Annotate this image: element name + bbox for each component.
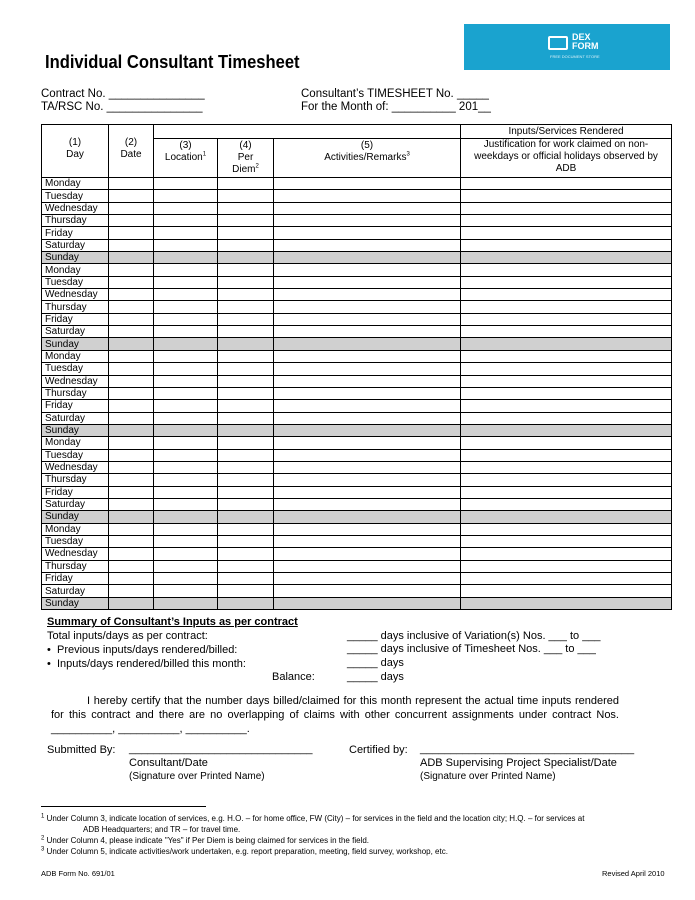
table-row: [42, 523, 672, 535]
day-cell: Thursday: [42, 560, 109, 572]
day-cell: Saturday: [42, 326, 109, 338]
date-cell[interactable]: [109, 573, 154, 585]
date-cell[interactable]: [109, 239, 154, 251]
activities-cell[interactable]: [274, 535, 461, 547]
location-cell[interactable]: [154, 252, 218, 264]
table-row: [42, 239, 672, 251]
table-row: [42, 424, 672, 436]
justification-cell[interactable]: [461, 363, 672, 375]
day-cell: Friday: [42, 400, 109, 412]
table-row: [42, 474, 672, 486]
table-row: [42, 511, 672, 523]
location-cell[interactable]: [154, 449, 218, 461]
per-diem-cell[interactable]: [218, 560, 274, 572]
date-cell[interactable]: [109, 338, 154, 350]
date-cell[interactable]: [109, 535, 154, 547]
table-row: [42, 338, 672, 350]
day-cell: Saturday: [42, 239, 109, 251]
day-cell: Monday: [42, 437, 109, 449]
this-month-inputs-label: • Inputs/days rendered/billed this month:: [47, 658, 246, 670]
table-row: [42, 227, 672, 239]
per-diem-cell[interactable]: [218, 350, 274, 362]
table-row: [42, 437, 672, 449]
activities-cell[interactable]: [274, 350, 461, 362]
justification-cell[interactable]: [461, 437, 672, 449]
table-row: [42, 449, 672, 461]
day-cell: Sunday: [42, 338, 109, 350]
location-cell[interactable]: [154, 178, 218, 190]
per-diem-cell[interactable]: [218, 178, 274, 190]
per-diem-cell[interactable]: [218, 474, 274, 486]
footnote-3: $^3$ Under Column 5, indicate activities/work undertaken, e.g. report preparation, meeting, field survey, workshop, etc.: [41, 846, 448, 856]
date-cell[interactable]: [109, 375, 154, 387]
table-row: [42, 573, 672, 585]
location-cell[interactable]: [154, 350, 218, 362]
justification-cell[interactable]: [461, 301, 672, 313]
per-diem-cell[interactable]: [218, 264, 274, 276]
per-diem-cell[interactable]: [218, 437, 274, 449]
activities-cell[interactable]: [274, 326, 461, 338]
activities-cell[interactable]: [274, 523, 461, 535]
date-cell[interactable]: [109, 560, 154, 572]
day-cell: Tuesday: [42, 535, 109, 547]
activities-cell[interactable]: [274, 511, 461, 523]
day-cell: Thursday: [42, 387, 109, 399]
day-cell: Sunday: [42, 424, 109, 436]
justification-cell[interactable]: [461, 350, 672, 362]
activities-cell[interactable]: [274, 239, 461, 251]
certification-statement: I hereby certify that the number days billed/claimed for this month represent the actual time inputs rendered for this contract and there are no overlapping of claims with other concurrent assignments under contract Nos. __________, __________, __________.: [51, 695, 619, 735]
day-cell: Friday: [42, 573, 109, 585]
table-row: [42, 301, 672, 313]
submitted-by-signature-line[interactable]: ______________________________: [129, 743, 313, 755]
justification-cell[interactable]: [461, 548, 672, 560]
activities-cell[interactable]: [274, 560, 461, 572]
location-cell[interactable]: [154, 424, 218, 436]
day-cell: Monday: [42, 264, 109, 276]
col-location-header: (3) Location$^1$: [154, 139, 218, 178]
activities-cell[interactable]: [274, 585, 461, 597]
activities-cell[interactable]: [274, 400, 461, 412]
previous-inputs-label: • Previous inputs/days rendered/billed:: [47, 644, 238, 656]
per-diem-cell[interactable]: [218, 276, 274, 288]
date-cell[interactable]: [109, 252, 154, 264]
per-diem-cell[interactable]: [218, 326, 274, 338]
location-cell[interactable]: [154, 560, 218, 572]
day-cell: Wednesday: [42, 461, 109, 473]
activities-cell[interactable]: [274, 363, 461, 375]
per-diem-cell[interactable]: [218, 511, 274, 523]
day-cell: Wednesday: [42, 375, 109, 387]
location-cell[interactable]: [154, 412, 218, 424]
day-cell: Monday: [42, 178, 109, 190]
justification-cell[interactable]: [461, 289, 672, 301]
per-diem-cell[interactable]: [218, 375, 274, 387]
consultant-signature-note: (Signature over Printed Name): [129, 771, 265, 782]
per-diem-cell[interactable]: [218, 486, 274, 498]
table-row: [42, 276, 672, 288]
per-diem-cell[interactable]: [218, 585, 274, 597]
table-row: [42, 350, 672, 362]
activities-cell[interactable]: [274, 264, 461, 276]
justification-cell[interactable]: [461, 511, 672, 523]
day-cell: Sunday: [42, 597, 109, 609]
balance-label: Balance:: [272, 671, 315, 683]
previous-inputs-field[interactable]: _____ days inclusive of Timesheet Nos. ___ to ___: [347, 643, 596, 655]
activities-cell[interactable]: [274, 375, 461, 387]
per-diem-cell[interactable]: [218, 461, 274, 473]
justification-cell[interactable]: [461, 227, 672, 239]
location-cell[interactable]: [154, 326, 218, 338]
justification-cell[interactable]: [461, 313, 672, 325]
table-row: [42, 178, 672, 190]
per-diem-cell[interactable]: [218, 363, 274, 375]
per-diem-cell[interactable]: [218, 190, 274, 202]
location-cell[interactable]: [154, 375, 218, 387]
table-row: [42, 313, 672, 325]
activities-cell[interactable]: [274, 461, 461, 473]
date-cell[interactable]: [109, 227, 154, 239]
location-cell[interactable]: [154, 486, 218, 498]
activities-cell[interactable]: [274, 437, 461, 449]
per-diem-cell[interactable]: [218, 523, 274, 535]
month-of-field[interactable]: For the Month of: __________ 201__: [301, 101, 491, 113]
date-cell[interactable]: [109, 190, 154, 202]
location-cell[interactable]: [154, 227, 218, 239]
location-cell[interactable]: [154, 387, 218, 399]
location-cell[interactable]: [154, 573, 218, 585]
date-cell[interactable]: [109, 412, 154, 424]
activities-cell[interactable]: [274, 387, 461, 399]
day-cell: Friday: [42, 486, 109, 498]
logo-brand: DEX FORM: [572, 32, 599, 51]
per-diem-cell[interactable]: [218, 412, 274, 424]
justification-cell[interactable]: [461, 560, 672, 572]
justification-cell[interactable]: [461, 424, 672, 436]
justification-cell[interactable]: [461, 326, 672, 338]
justification-cell[interactable]: [461, 597, 672, 609]
date-cell[interactable]: [109, 498, 154, 510]
justification-cell[interactable]: [461, 400, 672, 412]
location-cell[interactable]: [154, 338, 218, 350]
per-diem-cell[interactable]: [218, 289, 274, 301]
per-diem-cell[interactable]: [218, 424, 274, 436]
table-row: [42, 326, 672, 338]
location-cell[interactable]: [154, 190, 218, 202]
justification-cell[interactable]: [461, 412, 672, 424]
location-cell[interactable]: [154, 437, 218, 449]
table-row: [42, 498, 672, 510]
activities-cell[interactable]: [274, 301, 461, 313]
dexform-logo: [464, 24, 670, 70]
day-cell: Friday: [42, 227, 109, 239]
activities-cell[interactable]: [274, 190, 461, 202]
day-cell: Saturday: [42, 412, 109, 424]
location-cell[interactable]: [154, 511, 218, 523]
activities-cell[interactable]: [274, 338, 461, 350]
activities-cell[interactable]: [274, 498, 461, 510]
justification-cell[interactable]: [461, 573, 672, 585]
table-row: [42, 412, 672, 424]
date-cell[interactable]: [109, 350, 154, 362]
table-row: [42, 461, 672, 473]
date-cell[interactable]: [109, 326, 154, 338]
location-cell[interactable]: [154, 548, 218, 560]
table-row: [42, 202, 672, 214]
activities-cell[interactable]: [274, 313, 461, 325]
consultant-date-label: Consultant/Date: [129, 757, 208, 769]
date-cell[interactable]: [109, 548, 154, 560]
day-cell: Sunday: [42, 252, 109, 264]
location-cell[interactable]: [154, 301, 218, 313]
justification-cell[interactable]: [461, 190, 672, 202]
footnote-1: $^1$ Under Column 3, indicate location of services, e.g. H.O. – for home office, FW (City) – for services in the field and the location city; H.Q. – for services at ADB Headquarters; and TR – for travel time.: [41, 813, 585, 834]
date-cell[interactable]: [109, 202, 154, 214]
day-cell: Thursday: [42, 301, 109, 313]
date-cell[interactable]: [109, 511, 154, 523]
day-cell: Tuesday: [42, 276, 109, 288]
justification-cell[interactable]: [461, 276, 672, 288]
per-diem-cell[interactable]: [218, 227, 274, 239]
activities-cell[interactable]: [274, 178, 461, 190]
day-cell: Saturday: [42, 585, 109, 597]
location-cell[interactable]: [154, 400, 218, 412]
specialist-date-label: ADB Supervising Project Specialist/Date: [420, 757, 617, 769]
per-diem-cell[interactable]: [218, 498, 274, 510]
justification-cell[interactable]: [461, 264, 672, 276]
day-cell: Sunday: [42, 511, 109, 523]
day-cell: Wednesday: [42, 202, 109, 214]
per-diem-cell[interactable]: [218, 535, 274, 547]
footnote-2: $^2$ Under Column 4, please indicate "Yes" if Per Diem is being claimed for services in the field.: [41, 835, 369, 845]
logo-tagline: FREE DOCUMENT STORE: [550, 54, 600, 59]
date-cell[interactable]: [109, 585, 154, 597]
per-diem-cell[interactable]: [218, 573, 274, 585]
per-diem-cell[interactable]: [218, 597, 274, 609]
summary-title: Summary of Consultant’s Inputs as per contract: [47, 616, 298, 628]
date-cell[interactable]: [109, 264, 154, 276]
col-justification-header: Justification for work claimed on non-weekdays or official holidays observed by ADB: [461, 139, 672, 178]
justification-cell[interactable]: [461, 498, 672, 510]
date-cell[interactable]: [109, 424, 154, 436]
location-cell[interactable]: [154, 202, 218, 214]
document-stack-icon: [548, 36, 568, 50]
total-inputs-label: Total inputs/days as per contract:: [47, 630, 208, 642]
day-cell: Tuesday: [42, 363, 109, 375]
per-diem-cell[interactable]: [218, 400, 274, 412]
location-cell[interactable]: [154, 461, 218, 473]
date-cell[interactable]: [109, 437, 154, 449]
justification-cell[interactable]: [461, 585, 672, 597]
date-cell[interactable]: [109, 597, 154, 609]
day-cell: Wednesday: [42, 548, 109, 560]
justification-cell[interactable]: [461, 215, 672, 227]
activities-cell[interactable]: [274, 412, 461, 424]
per-diem-cell[interactable]: [218, 387, 274, 399]
table-row: [42, 535, 672, 547]
date-cell[interactable]: [109, 363, 154, 375]
date-cell[interactable]: [109, 449, 154, 461]
per-diem-cell[interactable]: [218, 449, 274, 461]
justification-cell[interactable]: [461, 252, 672, 264]
location-cell[interactable]: [154, 276, 218, 288]
activities-cell[interactable]: [274, 474, 461, 486]
justification-cell[interactable]: [461, 461, 672, 473]
day-cell: Monday: [42, 350, 109, 362]
location-cell[interactable]: [154, 498, 218, 510]
per-diem-cell[interactable]: [218, 239, 274, 251]
activities-cell[interactable]: [274, 597, 461, 609]
contract-no-field[interactable]: Contract No. _______________: [41, 88, 205, 100]
date-cell[interactable]: [109, 400, 154, 412]
table-row: [42, 363, 672, 375]
table-row: [42, 597, 672, 609]
justification-cell[interactable]: [461, 202, 672, 214]
justification-cell[interactable]: [461, 523, 672, 535]
day-cell: Saturday: [42, 498, 109, 510]
activities-cell[interactable]: [274, 289, 461, 301]
per-diem-cell[interactable]: [218, 338, 274, 350]
ta-rsc-no-field[interactable]: TA/RSC No. _______________: [41, 101, 203, 113]
day-cell: Wednesday: [42, 289, 109, 301]
revision-date: Revised April 2010: [602, 869, 665, 878]
this-month-inputs-field[interactable]: _____ days: [347, 657, 404, 669]
justification-cell[interactable]: [461, 535, 672, 547]
activities-cell[interactable]: [274, 424, 461, 436]
date-cell[interactable]: [109, 301, 154, 313]
col-activities-header: (5) Activities/Remarks$^3$: [274, 139, 461, 178]
table-row: [42, 190, 672, 202]
table-row: [42, 560, 672, 572]
per-diem-cell[interactable]: [218, 215, 274, 227]
bullet: •: [47, 644, 51, 656]
date-cell[interactable]: [109, 461, 154, 473]
per-diem-cell[interactable]: [218, 548, 274, 560]
certified-by-signature-line[interactable]: ___________________________________: [420, 743, 635, 755]
table-row: [42, 387, 672, 399]
day-cell: Thursday: [42, 215, 109, 227]
day-cell: Tuesday: [42, 190, 109, 202]
timesheet-body: [42, 178, 672, 610]
location-cell[interactable]: [154, 585, 218, 597]
table-row: [42, 252, 672, 264]
justification-cell[interactable]: [461, 375, 672, 387]
col-day-header: (1) Day: [42, 125, 109, 178]
activities-cell[interactable]: [274, 548, 461, 560]
location-cell[interactable]: [154, 597, 218, 609]
table-row: [42, 486, 672, 498]
date-cell[interactable]: [109, 276, 154, 288]
activities-cell[interactable]: [274, 215, 461, 227]
submitted-by-label: Submitted By:: [47, 744, 116, 756]
activities-cell[interactable]: [274, 276, 461, 288]
per-diem-cell[interactable]: [218, 313, 274, 325]
justification-cell[interactable]: [461, 178, 672, 190]
activities-cell[interactable]: [274, 202, 461, 214]
date-cell[interactable]: [109, 486, 154, 498]
table-row: [42, 548, 672, 560]
col-date-header: (2) Date: [109, 125, 154, 178]
justification-cell[interactable]: [461, 239, 672, 251]
date-cell[interactable]: [109, 313, 154, 325]
date-cell[interactable]: [109, 474, 154, 486]
day-cell: Tuesday: [42, 449, 109, 461]
timesheet-no-field[interactable]: Consultant’s TIMESHEET No. _____: [301, 88, 489, 100]
location-cell[interactable]: [154, 313, 218, 325]
activities-cell[interactable]: [274, 449, 461, 461]
page-title: Individual Consultant Timesheet: [45, 52, 300, 72]
table-row: [42, 375, 672, 387]
location-cell[interactable]: [154, 523, 218, 535]
date-cell[interactable]: [109, 215, 154, 227]
per-diem-cell[interactable]: [218, 252, 274, 264]
table-row: [42, 289, 672, 301]
location-cell[interactable]: [154, 239, 218, 251]
location-cell[interactable]: [154, 535, 218, 547]
table-row: [42, 585, 672, 597]
location-cell[interactable]: [154, 474, 218, 486]
location-cell[interactable]: [154, 215, 218, 227]
col-spacer-header: [154, 125, 461, 139]
location-cell[interactable]: [154, 289, 218, 301]
col-per-diem-header: (4) Per Diem$^2$: [218, 139, 274, 178]
table-row: [42, 215, 672, 227]
day-cell: Monday: [42, 523, 109, 535]
table-row: [42, 264, 672, 276]
date-cell[interactable]: [109, 178, 154, 190]
certified-by-label: Certified by:: [349, 744, 408, 756]
justification-cell[interactable]: [461, 387, 672, 399]
justification-cell[interactable]: [461, 486, 672, 498]
per-diem-cell[interactable]: [218, 301, 274, 313]
form-number: ADB Form No. 691/01: [41, 869, 115, 878]
location-cell[interactable]: [154, 264, 218, 276]
day-cell: Friday: [42, 313, 109, 325]
day-cell: Thursday: [42, 474, 109, 486]
activities-cell[interactable]: [274, 486, 461, 498]
activities-cell[interactable]: [274, 573, 461, 585]
inputs-services-header: Inputs/Services Rendered: [461, 125, 672, 139]
bullet: •: [47, 658, 51, 670]
table-row: [42, 400, 672, 412]
footnote-divider: [41, 806, 206, 807]
date-cell[interactable]: [109, 387, 154, 399]
activities-cell[interactable]: [274, 252, 461, 264]
activities-cell[interactable]: [274, 227, 461, 239]
specialist-signature-note: (Signature over Printed Name): [420, 771, 556, 782]
justification-cell[interactable]: [461, 338, 672, 350]
justification-cell[interactable]: [461, 474, 672, 486]
location-cell[interactable]: [154, 363, 218, 375]
total-inputs-field[interactable]: _____ days inclusive of Variation(s) Nos. ___ to ___: [347, 630, 601, 642]
date-cell[interactable]: [109, 289, 154, 301]
timesheet-table: [41, 124, 672, 610]
balance-field[interactable]: _____ days: [347, 671, 404, 683]
per-diem-cell[interactable]: [218, 202, 274, 214]
justification-cell[interactable]: [461, 449, 672, 461]
date-cell[interactable]: [109, 523, 154, 535]
